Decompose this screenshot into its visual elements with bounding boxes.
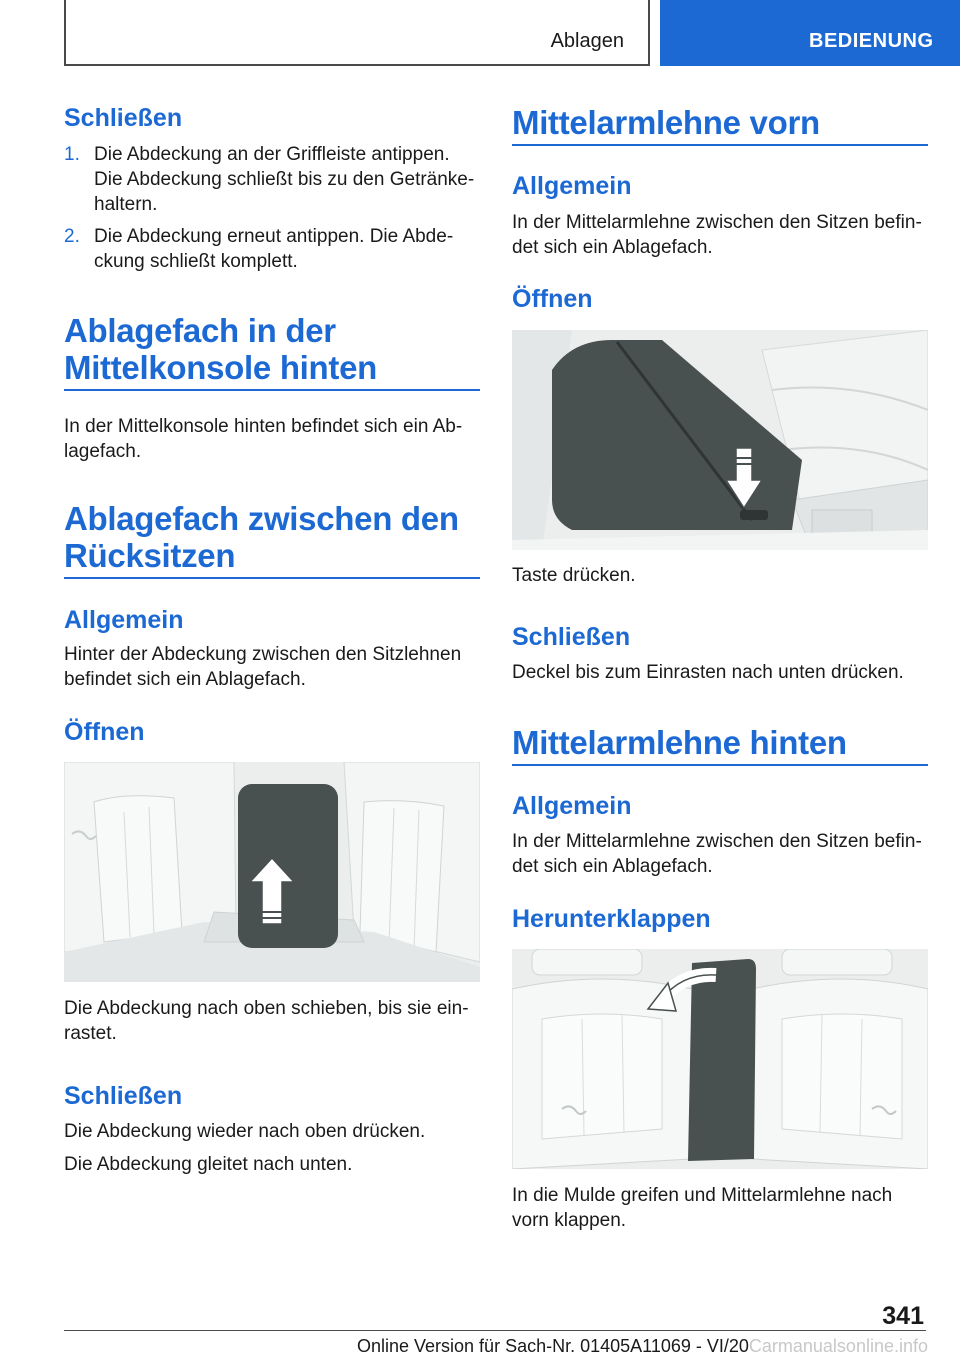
figure-mittelarmlehne-vorn bbox=[512, 330, 928, 550]
figure-ablagefach-ruecksitze bbox=[64, 762, 480, 982]
heading-schliessen-1: Schließen bbox=[64, 104, 183, 132]
header-chapter-tab bbox=[660, 0, 960, 66]
header-section-title: Ablagen bbox=[550, 30, 624, 52]
paragraph-allgemein: In der Mittelarmlehne zwischen den Sitzen befindet sich ein Ablagefach. bbox=[512, 831, 922, 877]
paragraph-schliessen: Deckel bis zum Einrasten nach unten drücken. bbox=[512, 662, 904, 683]
page-number: 341 bbox=[882, 1302, 924, 1330]
step-text: Die Abdeckung erneut antippen. Die Abdeckung schließt komplett. bbox=[94, 226, 454, 272]
footer-line bbox=[0, 1336, 960, 1357]
step-text: Die Abdeckung an der Griffleiste antippen. Die Abdeckung schließt bis zu den Getränkehaltern. bbox=[94, 144, 475, 215]
rear-armrest-illustration bbox=[512, 949, 928, 1169]
step-number: 1. bbox=[64, 144, 80, 165]
heading-ablagefach-mittelkonsole: Ablagefach in der Mittelkonsole hinten bbox=[64, 312, 378, 386]
heading-mittelarmlehne-hinten: Mittelarmlehne hinten bbox=[512, 724, 847, 761]
heading-rule bbox=[64, 577, 480, 579]
footer-watermark[interactable]: Carmanualsonline.info bbox=[748, 1336, 928, 1356]
heading-rule bbox=[512, 764, 928, 766]
heading-schliessen-2: Schließen bbox=[64, 1082, 183, 1110]
footer-rule bbox=[64, 1330, 926, 1331]
paragraph-schliessen-1: Die Abdeckung wieder nach oben drücken. bbox=[64, 1121, 426, 1142]
caption-oeffnen: Taste drücken. bbox=[512, 565, 636, 586]
heading-allgemein: Allgemein bbox=[512, 792, 632, 820]
paragraph-allgemein: Hinter der Abdeckung zwischen den Sitzlehnen befindet sich ein Ablagefach. bbox=[64, 644, 462, 690]
rear-seat-storage-illustration bbox=[64, 762, 480, 982]
heading-herunterklappen: Herunterklappen bbox=[512, 905, 711, 933]
heading-mittelarmlehne-vorn: Mittelarmlehne vorn bbox=[512, 104, 820, 141]
step-1 bbox=[64, 142, 480, 217]
header-section-box bbox=[64, 0, 650, 66]
paragraph-mittelkonsole: In der Mittelkonsole hinten befindet sich ein Ablagefach. bbox=[64, 416, 463, 462]
figure-mittelarmlehne-hinten bbox=[512, 949, 928, 1169]
paragraph-schliessen-2: Die Abdeckung gleitet nach unten. bbox=[64, 1154, 353, 1175]
heading-rule bbox=[64, 389, 480, 391]
heading-allgemein: Allgemein bbox=[64, 606, 184, 634]
heading-oeffnen: Öffnen bbox=[512, 285, 593, 313]
step-2 bbox=[64, 224, 480, 274]
heading-oeffnen: Öffnen bbox=[64, 718, 145, 746]
caption-oeffnen: Die Abdeckung nach oben schieben, bis sie einrastet. bbox=[64, 998, 469, 1044]
paragraph-allgemein: In der Mittelarmlehne zwischen den Sitzen befindet sich ein Ablagefach. bbox=[512, 212, 922, 258]
heading-ablagefach-ruecksitze: Ablagefach zwischen den Rücksitzen bbox=[64, 500, 459, 574]
front-armrest-illustration bbox=[512, 330, 928, 550]
header-chapter-title: BEDIENUNG bbox=[809, 30, 934, 52]
heading-allgemein: Allgemein bbox=[512, 172, 632, 200]
heading-schliessen: Schließen bbox=[512, 623, 631, 651]
footer-online-version: Online Version für Sach-Nr. 01405A11069 - VI/20 bbox=[356, 1336, 749, 1356]
heading-rule bbox=[512, 144, 928, 146]
caption-herunterklappen: In die Mulde greifen und Mittelarmlehne nach vorn klappen. bbox=[512, 1185, 893, 1231]
step-number: 2. bbox=[64, 226, 80, 247]
